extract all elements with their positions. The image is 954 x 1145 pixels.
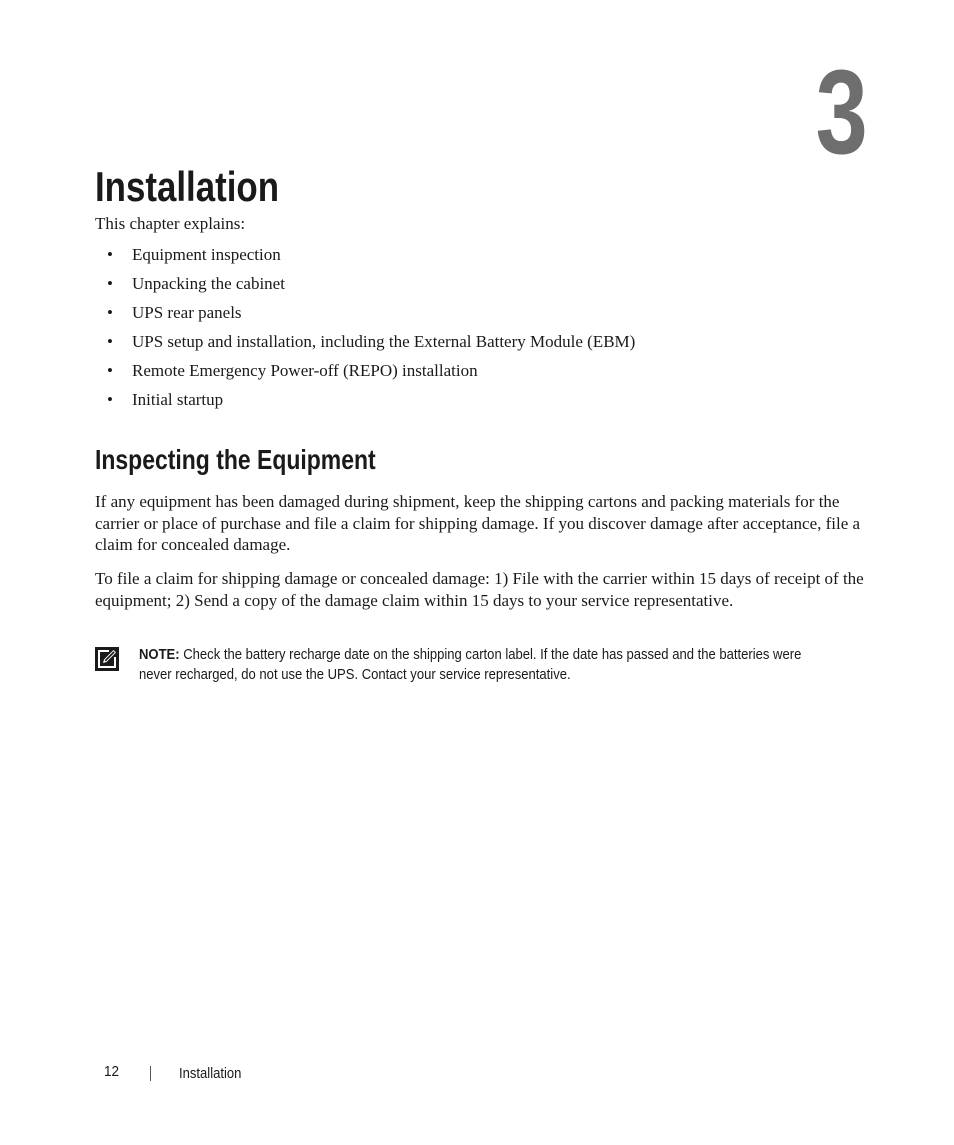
claim-paragraph: To file a claim for shipping damage or concealed damage: 1) File with the carrier within 15 days of receipt of the equipment; 2) Send a copy of the damage claim within 15 days to your service representative. — [95, 569, 864, 610]
list-item-text: Remote Emergency Power-off (REPO) installation — [132, 361, 478, 380]
note-text — [139, 645, 823, 685]
intro-text: This chapter explains: — [95, 214, 246, 233]
list-item — [95, 360, 635, 389]
list-item-text: Initial startup — [132, 390, 224, 409]
list-item-text: Unpacking the cabinet — [132, 274, 285, 293]
list-item-text: UPS rear panels — [132, 303, 242, 322]
footer-section-label: Installation — [179, 1066, 242, 1082]
chapter-number: 3 — [815, 45, 868, 179]
note-pencil-icon — [95, 647, 119, 671]
section-title: Inspecting the Equipment — [95, 444, 376, 475]
note-label: NOTE: — [139, 647, 180, 663]
chapter-topics-list — [95, 244, 635, 418]
bullet-icon: • — [107, 274, 113, 293]
bullet-icon: • — [107, 332, 113, 351]
damage-paragraph: If any equipment has been damaged during shipment, keep the shipping cartons and packing materials for the carrier or place of purchase and file a claim for shipping damage. If you discover damage after acceptance, file a claim for concealed damage. — [95, 492, 861, 554]
list-item — [95, 302, 635, 331]
bullet-icon: • — [107, 245, 113, 264]
bullet-icon: • — [107, 361, 113, 380]
bullet-icon: • — [107, 303, 113, 322]
list-item — [95, 244, 635, 273]
chapter-title: Installation — [95, 163, 280, 210]
list-item-text: UPS setup and installation, including the External Battery Module (EBM) — [132, 332, 636, 351]
footer-divider — [150, 1066, 151, 1081]
list-item-text: Equipment inspection — [132, 245, 281, 264]
note-body: Check the battery recharge date on the shipping carton label. If the date has passed and the batteries were never recharged, do not use the UPS. Contact your service representative. — [139, 647, 802, 683]
list-item — [95, 273, 635, 302]
list-item — [95, 389, 635, 418]
page-number: 12 — [104, 1063, 120, 1080]
list-item — [95, 331, 635, 360]
bullet-icon: • — [107, 390, 113, 409]
